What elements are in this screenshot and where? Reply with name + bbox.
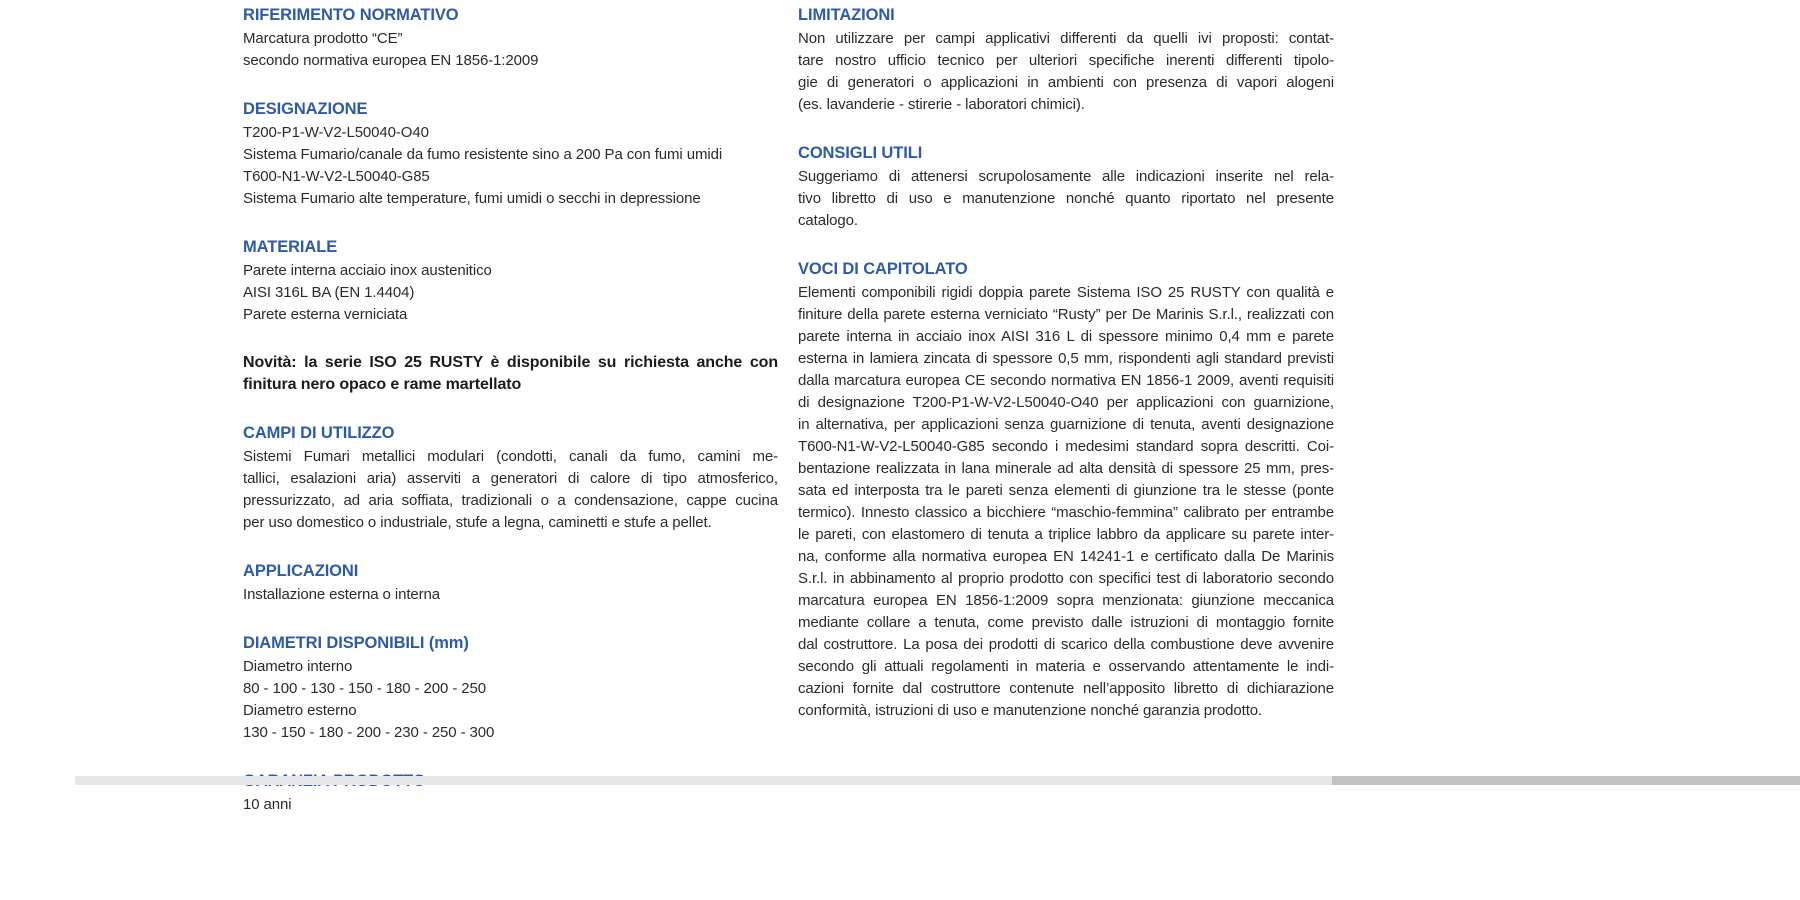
text-line: T600-N1-W-V2-L50040-G85 secondo i medesimi standard sopra descritti. Coi- (798, 438, 1334, 455)
novita-note-text (243, 352, 778, 396)
riferimento-normativo-body (243, 28, 778, 72)
section-novita-note (243, 352, 778, 396)
text-line: Sistema Fumario/canale da fumo resistente sino a 200 Pa con fumi umidi (243, 146, 723, 163)
text-line: gie di generatori o applicazioni in ambienti con presenza di vapori alogeni (798, 74, 1334, 91)
section-designazione (243, 98, 778, 210)
text-line: tare nostro ufficio tecnico per ulteriori specifiche inerenti differenti tipolo- (798, 52, 1334, 69)
text-line: catalogo. (798, 212, 858, 229)
text-line: T600-N1-W-V2-L50040-G85 (243, 168, 430, 185)
text-line: dalla marcatura europea CE secondo normativa EN 1856-1 2009, aventi requisiti (798, 372, 1334, 389)
text-line: esterna in lamiera zincata di spessore 0,5 mm, rispondenti agli standard previsti (798, 350, 1334, 367)
consigli-utili-heading: CONSIGLI UTILI (798, 144, 923, 162)
text-line: tivo libretto di uso e manutenzione nonché quanto riportato nel presente (798, 190, 1334, 207)
text-line: parete interna in acciaio inox AISI 316 L di spessore minimo 0,4 mm e parete (798, 328, 1334, 345)
diametri-disponibili-heading: DIAMETRI DISPONIBILI (mm) (243, 634, 469, 652)
text-line: pressurizzato, ad aria soffiata, tradizionali o a condensazione, cappe cucina (243, 492, 778, 509)
text-line: di designazione T200-P1-W-V2-L50040-O40 per applicazioni con guarnizione, (798, 394, 1334, 411)
text-line: Installazione esterna o interna (243, 586, 441, 603)
materiale-body (243, 260, 778, 326)
text-line: Novità: la serie ISO 25 RUSTY è disponibile su richiesta anche con (243, 354, 778, 371)
page-bottom-edge-light (75, 776, 1332, 785)
text-line: sata ed interposta tra le pareti senza elementi di giunzione tra le stesse (ponte (798, 482, 1334, 499)
text-line: Parete interna acciaio inox austenitico (243, 262, 492, 279)
voci-di-capitolato-heading: VOCI DI CAPITOLATO (798, 260, 968, 278)
text-line: le pareti, con elastomero di tenuta a triplice labbro da applicare su parete inter- (798, 526, 1334, 543)
left-column (243, 4, 778, 816)
text-line: marcatura europea EN 1856-1:2009 sopra menzionata: giunzione meccanica (798, 592, 1334, 609)
text-line: per uso domestico o industriale, stufe a legna, caminetti e stufe a pellet. (243, 514, 712, 531)
text-line: Sistema Fumario alte temperature, fumi umidi o secchi in depressione (243, 190, 701, 207)
text-line: tallici, esalazioni aria) asserviti a generatori di calore di tipo atmosferico, (243, 470, 778, 487)
text-line: Parete esterna verniciata (243, 306, 408, 323)
text-line: 10 anni (243, 796, 292, 813)
designazione-body (243, 122, 778, 210)
section-campi-di-utilizzo (243, 422, 778, 534)
text-line: in alternativa, per applicazioni senza guarnizione di tenuta, aventi designazione (798, 416, 1334, 433)
section-voci-di-capitolato (798, 258, 1334, 722)
text-line: T200-P1-W-V2-L50040-O40 (243, 124, 429, 141)
section-riferimento-normativo (243, 4, 778, 72)
text-line: na, conforme alla normativa europea EN 14241-1 e certificato dalla De Marinis (798, 548, 1334, 565)
diametri-disponibili-body (243, 656, 778, 744)
text-line: Elementi componibili rigidi doppia parete Sistema ISO 25 RUSTY con qualità e (798, 284, 1334, 301)
limitazioni-body (798, 28, 1334, 116)
materiale-heading: MATERIALE (243, 238, 338, 256)
text-line: finiture della parete esterna verniciato “Rusty” per De Marinis S.r.l., realizzati con (798, 306, 1334, 323)
section-applicazioni (243, 560, 778, 606)
garanzia-prodotto-body (243, 794, 778, 816)
consigli-utili-body (798, 166, 1334, 232)
text-line: mediante collare a tenuta, come previsto dalle istruzioni di montaggio fornite (798, 614, 1334, 631)
text-line: (es. lavanderie - stirerie - laboratori chimici). (798, 96, 1085, 113)
text-line: finitura nero opaco e rame martellato (243, 376, 522, 393)
text-line: bentazione realizzata in lana minerale ad alta densità di spessore 25 mm, pres- (798, 460, 1334, 477)
applicazioni-body (243, 584, 778, 606)
text-line: Non utilizzare per campi applicativi differenti da quelli ivi proposti: contat- (798, 30, 1334, 47)
text-line: Marcatura prodotto “CE” (243, 30, 403, 47)
page-bottom-edge-dark (1332, 776, 1800, 785)
designazione-heading: DESIGNAZIONE (243, 100, 368, 118)
text-line: S.r.l. in abbinamento al proprio prodotto con specifici test di laboratorio secondo (798, 570, 1334, 587)
text-line: Diametro esterno (243, 702, 357, 719)
section-consigli-utili (798, 142, 1334, 232)
text-line: 130 - 150 - 180 - 200 - 230 - 250 - 300 (243, 724, 495, 741)
text-line: secondo normativa europea EN 1856-1:2009 (243, 52, 539, 69)
section-materiale (243, 236, 778, 326)
section-limitazioni (798, 4, 1334, 116)
limitazioni-heading: LIMITAZIONI (798, 6, 895, 24)
text-line: conformità, istruzioni di uso e manutenzione nonché garanzia prodotto. (798, 702, 1263, 719)
applicazioni-heading: APPLICAZIONI (243, 562, 359, 580)
text-line: cazioni fornite dal costruttore contenute nell’apposito libretto di dichiarazione (798, 680, 1334, 697)
campi-di-utilizzo-heading: CAMPI DI UTILIZZO (243, 424, 395, 442)
right-column (798, 4, 1334, 722)
text-line: AISI 316L BA (EN 1.4404) (243, 284, 415, 301)
text-line: termico). Innesto classico a bicchiere “maschio-femmina” calibrato per entrambe (798, 504, 1334, 521)
text-line: Suggeriamo di attenersi scrupolosamente alle indicazioni inserite nel rela- (798, 168, 1334, 185)
text-line: Sistemi Fumari metallici modulari (condotti, canali da fumo, camini me- (243, 448, 778, 465)
text-line: Diametro interno (243, 658, 353, 675)
voci-di-capitolato-body (798, 282, 1334, 722)
text-line: dal costruttore. La posa dei prodotti di scarico della combustione deve avvenire (798, 636, 1334, 653)
text-line: 80 - 100 - 130 - 150 - 180 - 200 - 250 (243, 680, 487, 697)
section-diametri-disponibili (243, 632, 778, 744)
campi-di-utilizzo-body (243, 446, 778, 534)
riferimento-normativo-heading: RIFERIMENTO NORMATIVO (243, 6, 459, 24)
text-line: secondo gli attuali regolamenti in materia e osservando attentamente le indi- (798, 658, 1334, 675)
